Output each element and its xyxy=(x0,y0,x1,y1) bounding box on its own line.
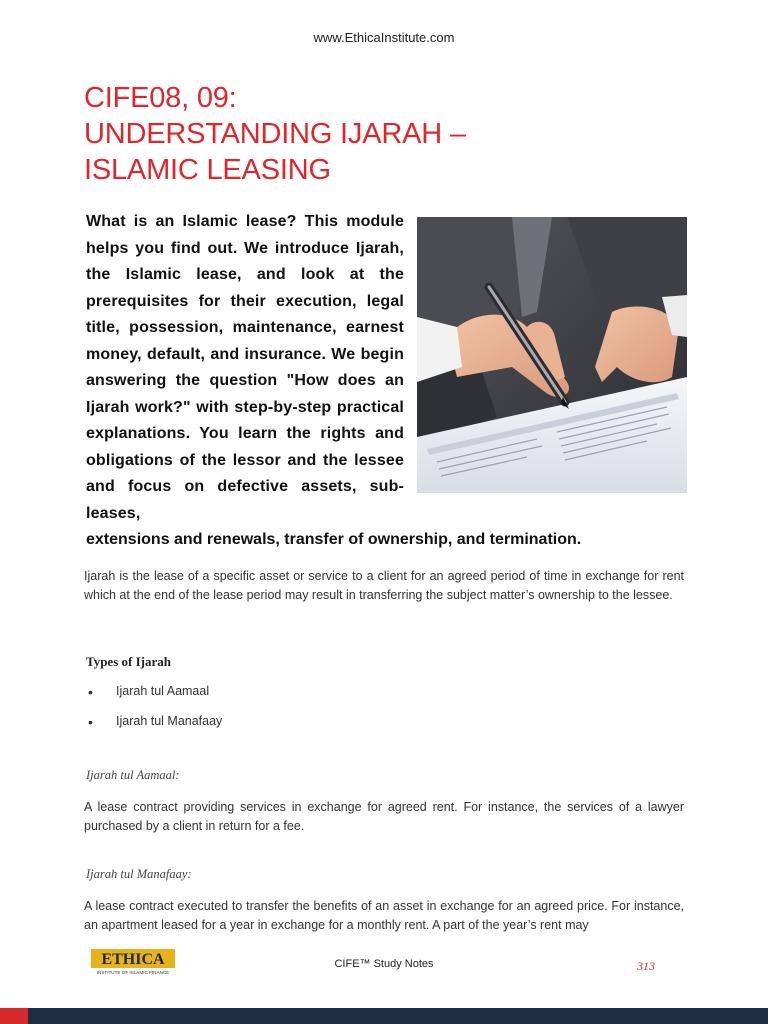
bullet-icon: • xyxy=(88,714,93,730)
footer-bar xyxy=(0,1008,768,1024)
definition-paragraph: Ijarah is the lease of a specific asset or service to a client for an agreed period of time in exchange for rent which at the end of the lease period may result in transferring the subject matter’s ownership to the lessee. xyxy=(84,569,684,602)
intro-text-tail: extensions and renewals, transfer of ownership, and termination. xyxy=(86,531,582,548)
footer-accent xyxy=(0,1008,28,1024)
svg-text:INSTITUTE OF ISLAMIC FINANCE: INSTITUTE OF ISLAMIC FINANCE xyxy=(96,970,170,975)
page-title xyxy=(84,80,466,188)
intro-text: What is an Islamic lease? This module helps you find out. We introduce Ijarah, the Islamic lease, and look at the prerequisites for their execution, legal title, possession, maintenance, earnest money, default, and insurance. We begin answering the question "How does an Ijarah work?" with step-by-step practical explanations. You learn the rights and obligations of the lessor and the lessee and focus on defective assets, sub-leases, xyxy=(86,213,404,522)
footer-study-notes: CIFE™ Study Notes xyxy=(334,958,434,970)
title-line-1: CIFE08, 09: xyxy=(84,82,237,114)
signing-document-photo xyxy=(417,217,687,493)
list-item xyxy=(86,684,222,714)
list-item-label: Ijarah tul Manafaay xyxy=(116,714,223,728)
photo-illustration xyxy=(417,217,687,493)
manafaay-heading: Ijarah tul Manafaay: xyxy=(86,867,192,881)
page-number: 313 xyxy=(637,959,655,973)
title-line-3: ISLAMIC LEASING xyxy=(84,154,331,186)
aamaal-heading: Ijarah tul Aamaal: xyxy=(86,768,180,782)
list-item-label: Ijarah tul Aamaal xyxy=(116,684,210,698)
manafaay-paragraph: A lease contract executed to transfer the benefits of an asset in exchange for an agreed price. For instance, an apartment leased for a year in exchange for a monthly rent. A part of the year’s rent may xyxy=(84,899,684,932)
site-url[interactable]: www.EthicaInstitute.com xyxy=(313,30,455,45)
title-line-2: UNDERSTANDING IJARAH – xyxy=(84,118,466,150)
types-heading: Types of Ijarah xyxy=(86,654,171,669)
aamaal-paragraph: A lease contract providing services in exchange for agreed rent. For instance, the services of a lawyer purchased by a client in return for a fee. xyxy=(84,800,684,833)
types-list xyxy=(86,684,222,744)
svg-text:ETHICA: ETHICA xyxy=(101,951,165,968)
list-item xyxy=(86,714,222,744)
bullet-icon: • xyxy=(88,684,93,700)
